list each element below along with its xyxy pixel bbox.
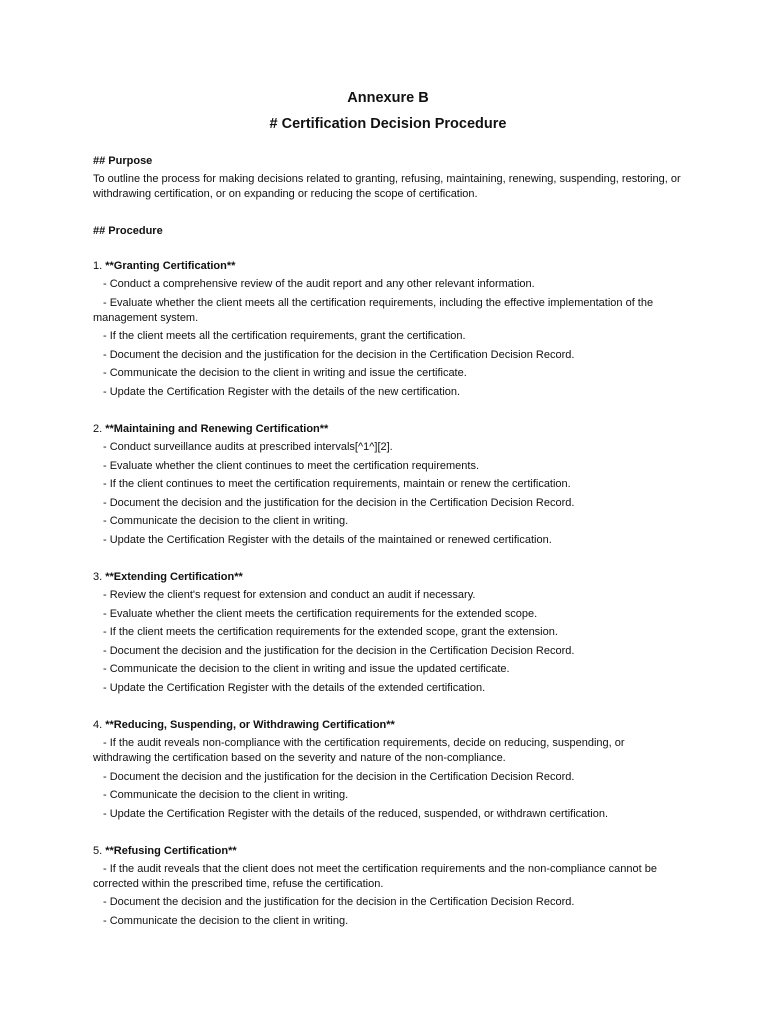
section-title [93, 570, 683, 585]
section-title [93, 422, 683, 437]
section-number: 4. [93, 718, 103, 731]
procedure-step: - Communicate the decision to the client in writing and issue the certificate. [103, 367, 467, 380]
section-items [93, 736, 683, 822]
procedure-step: - Communicate the decision to the client in writing. [103, 789, 349, 802]
procedure-step: - Update the Certification Register with the details of the new certification. [103, 385, 461, 398]
procedure-section [93, 259, 683, 400]
procedure-step: - Document the decision and the justification for the decision in the Certification Decision Record. [103, 644, 575, 657]
document-subtitle: # Certification Decision Procedure [269, 116, 507, 132]
section-number: 5. [93, 844, 103, 857]
procedure-step: - Review the client's request for extension and conduct an audit if necessary. [103, 588, 476, 601]
section-number: 1. [93, 260, 103, 272]
procedure-step: - Evaluate whether the client continues to meet the certification requirements. [103, 459, 480, 472]
procedure-section [93, 422, 683, 548]
section-label: **Refusing Certification** [105, 844, 237, 857]
section-label: **Maintaining and Renewing Certification** [105, 422, 329, 435]
procedure-step: - Document the decision and the justification for the decision in the Certification Decision Record. [103, 770, 575, 783]
section-items [93, 277, 683, 400]
procedure-step: - If the client meets the certification requirements for the extended scope, grant the extension. [103, 626, 558, 639]
section-title [93, 844, 683, 859]
procedure-step: - Document the decision and the justification for the decision in the Certification Decision Record. [103, 496, 575, 509]
procedure-step: - Update the Certification Register with the details of the extended certification. [103, 681, 486, 694]
purpose-heading: ## Purpose [93, 155, 153, 167]
procedure-heading: ## Procedure [93, 225, 163, 237]
procedure-section [93, 844, 683, 929]
procedure-section [93, 570, 683, 696]
procedure-step: - Communicate the decision to the client in writing. [103, 914, 349, 927]
procedure-sections [93, 259, 683, 929]
procedure-step: - Document the decision and the justification for the decision in the Certification Decision Record. [103, 348, 575, 361]
section-label: **Granting Certification** [105, 260, 236, 272]
procedure-step: - Conduct surveillance audits at prescribed intervals[^1^][2]. [103, 440, 393, 453]
procedure-step: - Document the decision and the justification for the decision in the Certification Decision Record. [103, 896, 575, 909]
procedure-step: - Update the Certification Register with the details of the reduced, suspended, or withdrawn certification. [103, 807, 609, 820]
procedure-step: - If the client meets all the certification requirements, grant the certification. [103, 330, 466, 343]
procedure-step: - If the audit reveals that the client does not meet the certification requirements and the non-compliance cannot be corrected within the prescribed time, refuse the certification. [93, 862, 657, 890]
section-items [93, 440, 683, 548]
procedure-step: - Evaluate whether the client meets all the certification requirements, including the effective implementation of the management system. [93, 296, 654, 324]
section-number: 2. [93, 422, 103, 435]
procedure-step: - If the audit reveals non-compliance with the certification requirements, decide on reducing, suspending, or withdrawing the certification based on the severity and nature of the non-compliance. [93, 736, 625, 764]
procedure-step: - Communicate the decision to the client in writing. [103, 515, 349, 528]
section-label: **Reducing, Suspending, or Withdrawing Certification** [105, 718, 395, 731]
procedure-step: - If the client continues to meet the certification requirements, maintain or renew the certification. [103, 478, 571, 491]
document-title: Annexure B [347, 90, 429, 106]
purpose-text: To outline the process for making decisions related to granting, refusing, maintaining, renewing, suspending, restoring, or withdrawing certification, or on expanding or reducing the scope of certification. [93, 173, 681, 200]
document-page [93, 88, 683, 932]
procedure-step: - Communicate the decision to the client in writing and issue the updated certificate. [103, 663, 510, 676]
section-label: **Extending Certification** [105, 570, 243, 583]
procedure-step: - Conduct a comprehensive review of the audit report and any other relevant information. [103, 278, 535, 290]
section-items [93, 588, 683, 696]
procedure-step: - Evaluate whether the client meets the certification requirements for the extended scope. [103, 607, 538, 620]
procedure-section [93, 718, 683, 822]
procedure-step: - Update the Certification Register with the details of the maintained or renewed certification. [103, 533, 552, 546]
section-title [93, 259, 683, 274]
section-title [93, 718, 683, 733]
section-number: 3. [93, 570, 103, 583]
section-items [93, 862, 683, 929]
